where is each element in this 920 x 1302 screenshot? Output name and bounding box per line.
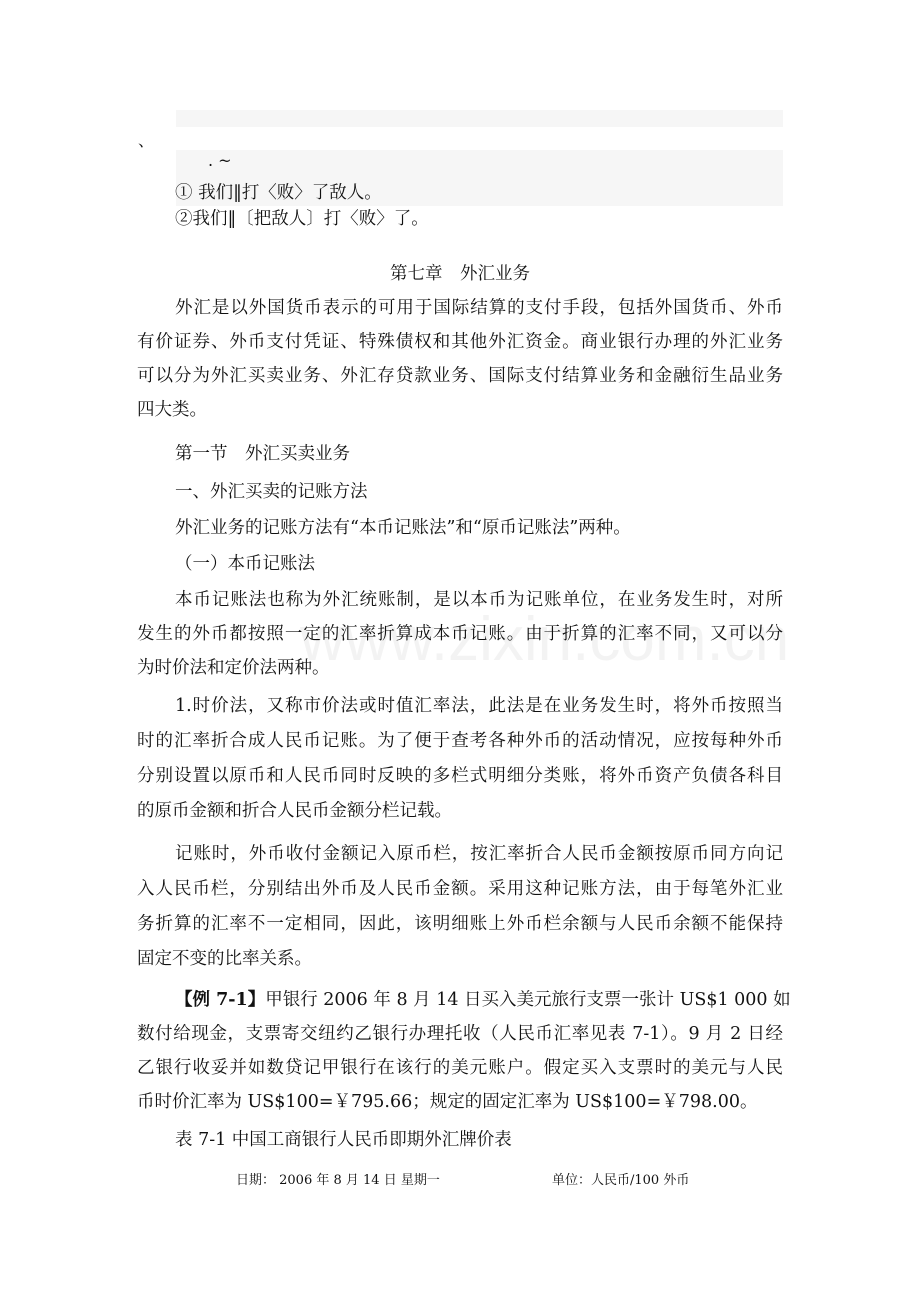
local-currency-line-1: 本币记账法也称为外汇统账制，是以本币为记账单位，在业务发生时，对所 — [175, 590, 783, 610]
local-currency-line-2: 发生的外币都按照一定的汇率折算成本币记账。由于折算的汇率不同，又可以分 — [137, 624, 783, 644]
bookkeeping-line-4: 固定不变的比率关系。 — [137, 949, 312, 969]
intro-line-2: 有价证券、外币支付凭证、特殊债权和其他外汇资金。商业银行办理的外汇业务 — [137, 332, 783, 352]
stray-tilde-mark: . ~ — [208, 151, 232, 170]
bookkeeping-line-1: 记账时，外币收付金额记入原币栏，按汇率折合人民币金额按原币同方向记 — [175, 844, 783, 864]
example-sentence-1: ① 我们‖打〈败〉了敌人。 — [175, 183, 382, 203]
scan-band-top — [176, 110, 783, 127]
table-date: 日期： 2006 年 8 月 14 日 星期一 — [236, 1173, 440, 1188]
table-unit: 单位：人民币/100 外币 — [552, 1173, 690, 1188]
intro-line-1: 外汇是以外国货币表示的可用于国际结算的支付手段，包括外国货币、外币 — [175, 298, 783, 318]
heading-bookkeeping-method: 一、外汇买卖的记账方法 — [175, 482, 368, 502]
example-label: 【例 7-1】 — [175, 990, 266, 1010]
subheading-local-currency: （一）本币记账法 — [175, 554, 315, 574]
spot-price-line-4: 的原币金额和折合人民币金额分栏记载。 — [137, 801, 452, 821]
example-line-1-text: 甲银行 2006 年 8 月 14 日买入美元旅行支票一张计 US$1 000 如 — [265, 990, 791, 1010]
example-line-2: 数付给现金，支票寄交纽约乙银行办理托收（人民币汇率见表 7-1）。9 月 2 日经 — [137, 1024, 783, 1044]
bookkeeping-line-3: 务折算的汇率不一定相同，因此，该明细账上外币栏余额与人民币余额不能保持 — [137, 914, 783, 934]
methods-sentence: 外汇业务的记账方法有“本币记账法”和“原币记账法”两种。 — [175, 518, 631, 538]
spot-price-line-2: 时的汇率折合成人民币记账。为了便于查考各种外币的活动情况，应按每种外币 — [137, 731, 783, 751]
intro-line-3: 可以分为外汇买卖业务、外汇存贷款业务、国际支付结算业务和金融衍生品业务 — [137, 366, 783, 386]
spot-price-line-3: 分别设置以原币和人民币同时反映的多栏式明细分类账，将外币资产负债各科目 — [137, 766, 783, 786]
example-line-4: 币时价汇率为 US$100=￥795.66；规定的固定汇率为 US$100=￥798.00。 — [137, 1092, 758, 1112]
example-sentence-2: ②我们‖〔把敌人〕打〈败〉了。 — [175, 209, 429, 229]
example-line-1 — [137, 988, 791, 1012]
section-heading-1: 第一节 外汇买卖业务 — [175, 444, 350, 464]
table-caption: 表 7-1 中国工商银行人民币即期外汇牌价表 — [175, 1130, 512, 1150]
intro-line-4: 四大类。 — [137, 400, 207, 420]
chapter-title: 第七章 外汇业务 — [390, 264, 530, 284]
stray-comma-mark: 、 — [138, 131, 155, 150]
bookkeeping-line-2: 入人民币栏，分别结出外币及人民币金额。采用这种记账方法，由于每笔外汇业 — [137, 879, 783, 899]
example-line-3: 乙银行收妥并如数贷记甲银行在该行的美元账户。假定买入支票时的美元与人民 — [137, 1058, 783, 1078]
local-currency-line-3: 为时价法和定价法两种。 — [137, 658, 330, 678]
spot-price-line-1: 1.时价法，又称市价法或时值汇率法，此法是在业务发生时，将外币按照当 — [175, 696, 783, 716]
